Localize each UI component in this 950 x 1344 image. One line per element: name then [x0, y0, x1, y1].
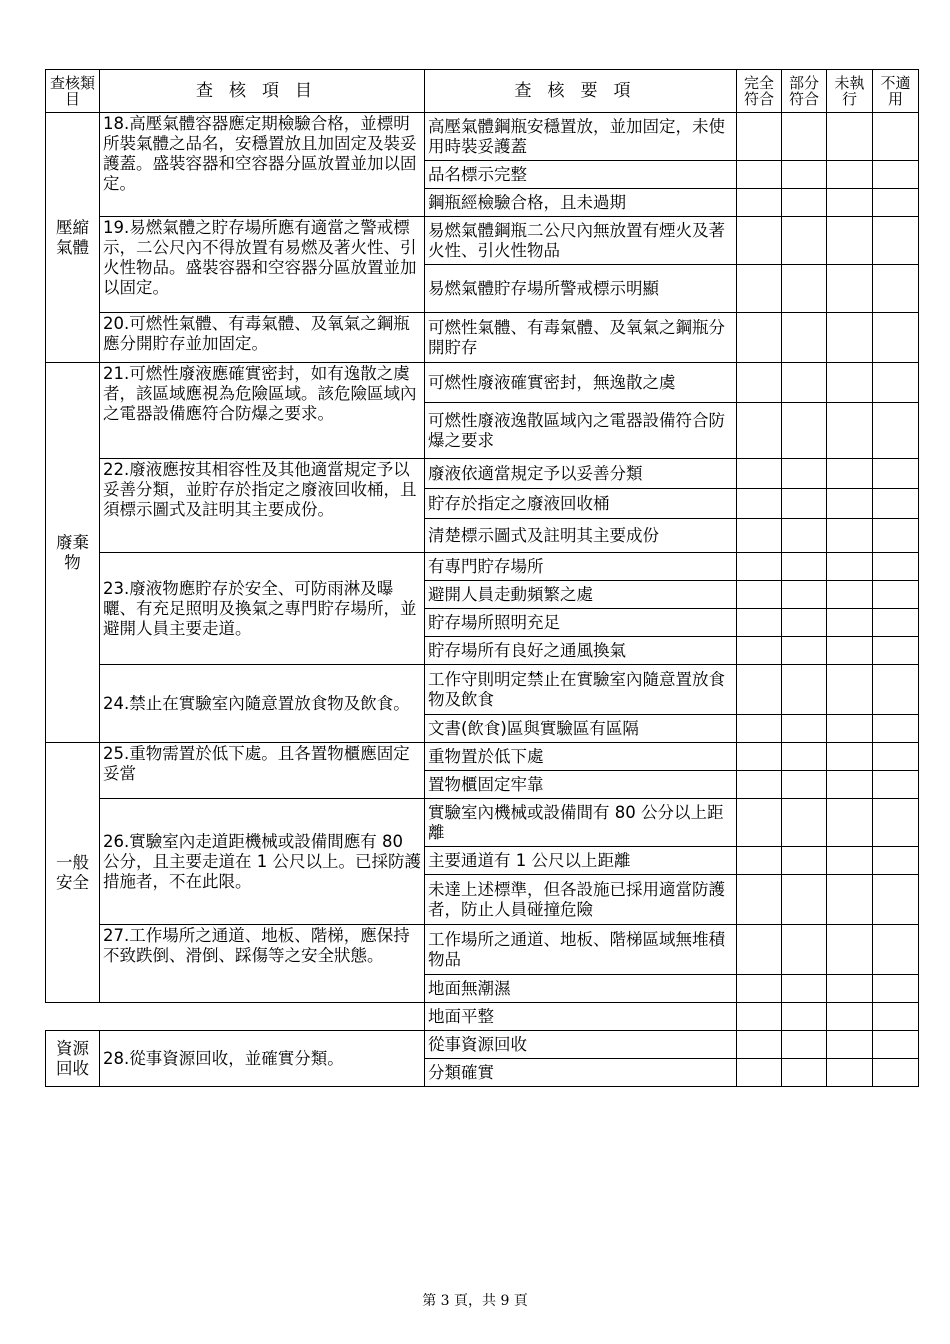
- check-not-executed[interactable]: [827, 189, 873, 217]
- check-partial[interactable]: [782, 875, 827, 925]
- check-full[interactable]: [737, 489, 782, 519]
- item-cell: 19.易燃氣體之貯存場所應有適當之警戒標示，二公尺內不得放置有易燃及著火性、引火性物品。盛裝容器和空容器分區放置並加以固定。: [100, 217, 425, 313]
- check-not-executed[interactable]: [827, 665, 873, 715]
- check-not-executed[interactable]: [827, 875, 873, 925]
- requirement-cell: 地面平整: [425, 1003, 737, 1031]
- category-cell: 資源回收: [46, 1031, 100, 1087]
- table-row: [46, 363, 919, 403]
- check-not-applicable[interactable]: [873, 403, 919, 459]
- requirement-cell: 重物置於低下處: [425, 743, 737, 771]
- requirement-cell: 避開人員走動頻繁之處: [425, 581, 737, 609]
- check-not-executed[interactable]: [827, 489, 873, 519]
- check-not-applicable[interactable]: [873, 459, 919, 489]
- requirement-cell: 工作守則明定禁止在實驗室內隨意置放食物及飲食: [425, 665, 737, 715]
- table-row: [46, 665, 919, 715]
- check-partial[interactable]: [782, 189, 827, 217]
- header-requirement: 查核要項: [425, 70, 737, 113]
- check-not-applicable[interactable]: [873, 799, 919, 847]
- requirement-cell: 文書(飲食)區與實驗區有區隔: [425, 715, 737, 743]
- check-not-executed[interactable]: [827, 519, 873, 553]
- check-not-executed[interactable]: [827, 313, 873, 363]
- check-full[interactable]: [737, 925, 782, 975]
- requirement-cell: 清楚標示圖式及註明其主要成份: [425, 519, 737, 553]
- check-not-applicable[interactable]: [873, 313, 919, 363]
- check-full[interactable]: [737, 715, 782, 743]
- check-partial[interactable]: [782, 743, 827, 771]
- item-cell: 26.實驗室內走道距機械或設備間應有 80 公分，且主要走道在 1 公尺以上。已採防護措施者，不在此限。: [100, 799, 425, 925]
- check-not-executed[interactable]: [827, 1059, 873, 1087]
- check-not-executed[interactable]: [827, 403, 873, 459]
- requirement-cell: 地面無潮濕: [425, 975, 737, 1003]
- check-not-applicable[interactable]: [873, 265, 919, 313]
- check-not-applicable[interactable]: [873, 847, 919, 875]
- check-full[interactable]: [737, 553, 782, 581]
- check-not-executed[interactable]: [827, 459, 873, 489]
- header-row: [46, 70, 919, 113]
- check-partial[interactable]: [782, 771, 827, 799]
- check-not-executed[interactable]: [827, 553, 873, 581]
- requirement-cell: 貯存於指定之廢液回收桶: [425, 489, 737, 519]
- check-partial[interactable]: [782, 217, 827, 265]
- table-row: [46, 459, 919, 489]
- item-cell: 25.重物需置於低下處。且各置物櫃應固定妥當: [100, 743, 425, 799]
- check-not-applicable[interactable]: [873, 217, 919, 265]
- check-not-executed[interactable]: [827, 847, 873, 875]
- check-not-executed[interactable]: [827, 363, 873, 403]
- check-not-applicable[interactable]: [873, 743, 919, 771]
- check-full[interactable]: [737, 875, 782, 925]
- check-partial[interactable]: [782, 637, 827, 665]
- check-partial[interactable]: [782, 1003, 827, 1031]
- check-partial[interactable]: [782, 403, 827, 459]
- check-partial[interactable]: [782, 1031, 827, 1059]
- check-not-applicable[interactable]: [873, 875, 919, 925]
- item-cell: 20.可燃性氣體、有毒氣體、及氧氣之鋼瓶應分開貯存並加固定。: [100, 313, 425, 363]
- requirement-cell: 有專門貯存場所: [425, 553, 737, 581]
- check-not-executed[interactable]: [827, 581, 873, 609]
- header-category: 查核類目: [46, 70, 100, 113]
- check-not-executed[interactable]: [827, 975, 873, 1003]
- check-full[interactable]: [737, 403, 782, 459]
- check-not-executed[interactable]: [827, 217, 873, 265]
- requirement-cell: 貯存場所有良好之通風換氣: [425, 637, 737, 665]
- check-not-applicable[interactable]: [873, 113, 919, 161]
- check-not-executed[interactable]: [827, 743, 873, 771]
- item-cell: 18.高壓氣體容器應定期檢驗合格，並標明所裝氣體之品名，安穩置放且加固定及裝妥護蓋。盛裝容器和空容器分區放置並加以固定。: [100, 113, 425, 217]
- check-full[interactable]: [737, 519, 782, 553]
- check-not-applicable[interactable]: [873, 161, 919, 189]
- requirement-cell: 品名標示完整: [425, 161, 737, 189]
- item-cell: 23.廢液物應貯存於安全、可防雨淋及曝曬、有充足照明及換氣之專門貯存場所，並避開人員主要走道。: [100, 553, 425, 665]
- check-full[interactable]: [737, 665, 782, 715]
- check-partial[interactable]: [782, 1059, 827, 1087]
- check-not-executed[interactable]: [827, 1031, 873, 1059]
- table-row: [46, 1031, 919, 1059]
- check-not-applicable[interactable]: [873, 637, 919, 665]
- check-partial[interactable]: [782, 799, 827, 847]
- check-not-applicable[interactable]: [873, 1059, 919, 1087]
- requirement-cell: 實驗室內機械或設備間有 80 公分以上距離: [425, 799, 737, 847]
- check-full[interactable]: [737, 161, 782, 189]
- header-item: 查核項目: [100, 70, 425, 113]
- check-partial[interactable]: [782, 847, 827, 875]
- requirement-cell: 可燃性廢液確實密封，無逸散之虞: [425, 363, 737, 403]
- requirement-cell: 未達上述標準，但各設施已採用適當防護者，防止人員碰撞危險: [425, 875, 737, 925]
- check-not-applicable[interactable]: [873, 189, 919, 217]
- check-full[interactable]: [737, 313, 782, 363]
- audit-checklist-table: [45, 69, 919, 1087]
- check-not-applicable[interactable]: [873, 771, 919, 799]
- blank-cell: [46, 1003, 425, 1031]
- check-not-executed[interactable]: [827, 799, 873, 847]
- item-cell: 27.工作場所之通道、地板、階梯，應保持不致跌倒、滑倒、踩傷等之安全狀態。: [100, 925, 425, 1003]
- check-full[interactable]: [737, 743, 782, 771]
- check-partial[interactable]: [782, 715, 827, 743]
- requirement-cell: 可燃性氣體、有毒氣體、及氧氣之鋼瓶分開貯存: [425, 313, 737, 363]
- requirement-cell: 置物櫃固定牢靠: [425, 771, 737, 799]
- check-partial[interactable]: [782, 975, 827, 1003]
- check-not-executed[interactable]: [827, 925, 873, 975]
- check-not-applicable[interactable]: [873, 363, 919, 403]
- check-not-executed[interactable]: [827, 609, 873, 637]
- check-not-applicable[interactable]: [873, 581, 919, 609]
- check-not-applicable[interactable]: [873, 1003, 919, 1031]
- check-full[interactable]: [737, 265, 782, 313]
- check-full[interactable]: [737, 581, 782, 609]
- check-partial[interactable]: [782, 553, 827, 581]
- requirement-cell: 易燃氣體貯存場所警戒標示明顯: [425, 265, 737, 313]
- header-full: 完全符合: [737, 70, 782, 113]
- check-not-executed[interactable]: [827, 715, 873, 743]
- table-row: [46, 113, 919, 161]
- header-partial: 部分符合: [782, 70, 827, 113]
- check-not-executed[interactable]: [827, 771, 873, 799]
- check-partial[interactable]: [782, 665, 827, 715]
- check-full[interactable]: [737, 1031, 782, 1059]
- item-cell: 22.廢液應按其相容性及其他適當規定予以妥善分類，並貯存於指定之廢液回收桶，且須標示圖式及註明其主要成份。: [100, 459, 425, 553]
- check-not-executed[interactable]: [827, 1003, 873, 1031]
- table-row: [46, 553, 919, 581]
- check-not-applicable[interactable]: [873, 1031, 919, 1059]
- check-full[interactable]: [737, 217, 782, 265]
- check-not-applicable[interactable]: [873, 609, 919, 637]
- check-partial[interactable]: [782, 313, 827, 363]
- requirement-cell: 可燃性廢液逸散區域內之電器設備符合防爆之要求: [425, 403, 737, 459]
- header-not-applicable: 不適用: [873, 70, 919, 113]
- requirement-cell: 高壓氣體鋼瓶安穩置放，並加固定，未使用時裝妥護蓋: [425, 113, 737, 161]
- check-full[interactable]: [737, 363, 782, 403]
- check-not-executed[interactable]: [827, 113, 873, 161]
- check-partial[interactable]: [782, 459, 827, 489]
- check-partial[interactable]: [782, 363, 827, 403]
- category-cell: 廢棄物: [46, 363, 100, 743]
- requirement-cell: 從事資源回收: [425, 1031, 737, 1059]
- check-full[interactable]: [737, 609, 782, 637]
- check-partial[interactable]: [782, 113, 827, 161]
- check-partial[interactable]: [782, 265, 827, 313]
- category-cell: 一般安全: [46, 743, 100, 1003]
- table-row: [46, 799, 919, 847]
- table-row: [46, 1003, 919, 1031]
- check-full[interactable]: [737, 771, 782, 799]
- check-partial[interactable]: [782, 489, 827, 519]
- check-not-executed[interactable]: [827, 265, 873, 313]
- header-not-executed: 未執行: [827, 70, 873, 113]
- check-not-executed[interactable]: [827, 637, 873, 665]
- check-full[interactable]: [737, 459, 782, 489]
- requirement-cell: 鋼瓶經檢驗合格，且未過期: [425, 189, 737, 217]
- table-row: [46, 743, 919, 771]
- check-full[interactable]: [737, 847, 782, 875]
- check-not-applicable[interactable]: [873, 715, 919, 743]
- requirement-cell: 廢液依適當規定予以妥善分類: [425, 459, 737, 489]
- check-partial[interactable]: [782, 609, 827, 637]
- check-not-applicable[interactable]: [873, 519, 919, 553]
- check-full[interactable]: [737, 113, 782, 161]
- requirement-cell: 貯存場所照明充足: [425, 609, 737, 637]
- check-not-applicable[interactable]: [873, 665, 919, 715]
- check-full[interactable]: [737, 637, 782, 665]
- check-not-applicable[interactable]: [873, 489, 919, 519]
- table-row: [46, 217, 919, 265]
- check-not-applicable[interactable]: [873, 925, 919, 975]
- requirement-cell: 易燃氣體鋼瓶二公尺內無放置有煙火及著火性、引火性物品: [425, 217, 737, 265]
- item-cell: 24.禁止在實驗室內隨意置放食物及飲食。: [100, 665, 425, 743]
- check-partial[interactable]: [782, 925, 827, 975]
- item-cell: 28.從事資源回收，並確實分類。: [100, 1031, 425, 1087]
- table-row: [46, 313, 919, 363]
- check-partial[interactable]: [782, 581, 827, 609]
- category-cell: 壓縮氣體: [46, 113, 100, 363]
- check-not-applicable[interactable]: [873, 553, 919, 581]
- check-full[interactable]: [737, 189, 782, 217]
- requirement-cell: 主要通道有 1 公尺以上距離: [425, 847, 737, 875]
- item-cell: 21.可燃性廢液應確實密封，如有逸散之虞者，該區域應視為危險區域。該危險區域內之電器設備應符合防爆之要求。: [100, 363, 425, 459]
- check-full[interactable]: [737, 975, 782, 1003]
- check-full[interactable]: [737, 1003, 782, 1031]
- check-not-applicable[interactable]: [873, 975, 919, 1003]
- requirement-cell: 分類確實: [425, 1059, 737, 1087]
- check-partial[interactable]: [782, 161, 827, 189]
- table-row: [46, 925, 919, 975]
- check-full[interactable]: [737, 799, 782, 847]
- page-footer: 第 3 頁，共 9 頁: [422, 1293, 528, 1309]
- check-partial[interactable]: [782, 519, 827, 553]
- requirement-cell: 工作場所之通道、地板、階梯區域無堆積物品: [425, 925, 737, 975]
- check-not-executed[interactable]: [827, 161, 873, 189]
- check-full[interactable]: [737, 1059, 782, 1087]
